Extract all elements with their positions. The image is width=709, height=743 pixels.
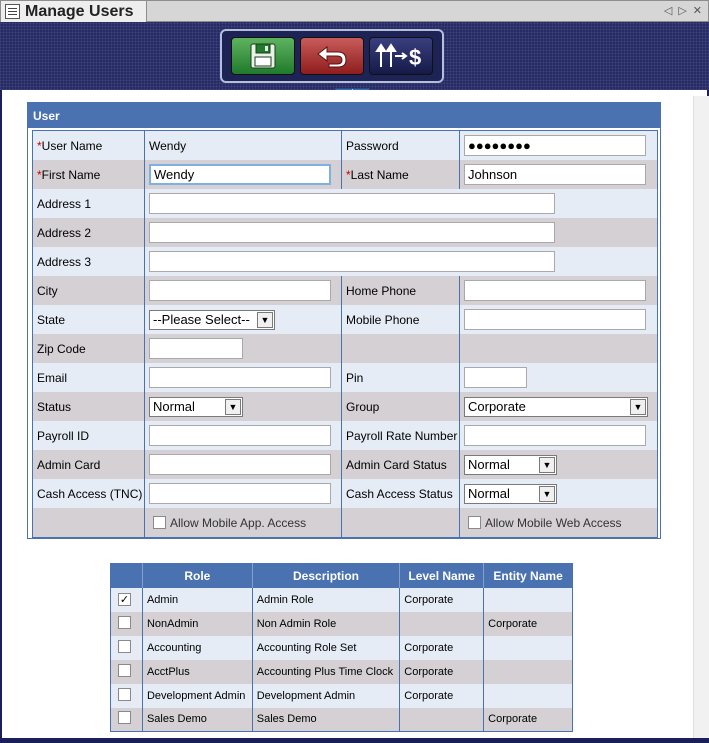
window-title: Manage Users — [25, 2, 134, 20]
address3-field[interactable] — [149, 251, 555, 272]
document-list-icon — [5, 4, 20, 19]
role-cell: Sales Demo — [142, 708, 252, 732]
roles-table — [110, 563, 573, 732]
role-cell: NonAdmin — [142, 612, 252, 636]
checkbox-box[interactable] — [468, 516, 481, 529]
city-label: City — [33, 276, 145, 305]
role-cell: Admin — [142, 588, 252, 612]
first-name-label: * First Name — [33, 160, 145, 189]
table-row — [111, 612, 573, 636]
form-row — [33, 508, 657, 537]
level-cell: Corporate — [400, 684, 484, 708]
mobile-phone-field[interactable] — [464, 309, 646, 330]
entity-cell: Corporate — [484, 708, 573, 732]
description-cell: Sales Demo — [252, 708, 400, 732]
floppy-disk-icon — [249, 42, 277, 70]
role-checkbox[interactable] — [118, 640, 131, 653]
undo-arrow-icon — [315, 43, 349, 69]
frame-left-border — [0, 90, 2, 740]
select-column-header — [111, 564, 143, 588]
allow-mobile-web-checkbox[interactable]: Allow Mobile Web Access — [468, 516, 622, 530]
form-row — [33, 450, 657, 479]
scroll-left-icon[interactable]: ◁ — [663, 5, 673, 17]
user-name-value: Wendy — [149, 138, 187, 153]
level-column-header: Level Name — [400, 564, 484, 588]
level-cell — [400, 612, 484, 636]
role-checkbox[interactable] — [118, 616, 131, 629]
allow-mobile-app-checkbox[interactable]: Allow Mobile App. Access — [153, 516, 306, 530]
admin-card-status-label: Admin Card Status — [342, 450, 460, 479]
vertical-scrollbar[interactable] — [693, 96, 709, 739]
last-name-label: * Last Name — [342, 160, 460, 189]
role-checkbox[interactable] — [118, 688, 131, 701]
payroll-transfer-icon — [373, 41, 429, 71]
window-tab[interactable] — [1, 1, 147, 22]
city-field[interactable] — [149, 280, 331, 301]
password-field[interactable] — [464, 135, 646, 156]
home-phone-field[interactable] — [464, 280, 646, 301]
level-cell: Corporate — [400, 636, 484, 660]
roles-header-row — [111, 564, 573, 588]
entity-cell — [484, 636, 573, 660]
user-panel-header: User — [28, 103, 660, 128]
form-row — [33, 363, 657, 392]
toolbar-band — [0, 22, 709, 90]
entity-column-header: Entity Name — [484, 564, 573, 588]
table-row — [111, 588, 573, 612]
description-cell: Accounting Role Set — [252, 636, 400, 660]
payroll-rate-field[interactable] — [464, 425, 646, 446]
form-row — [33, 276, 657, 305]
chevron-down-icon: ▼ — [257, 312, 273, 328]
description-cell: Admin Role — [252, 588, 400, 612]
entity-cell — [484, 660, 573, 684]
address3-label: Address 3 — [33, 247, 145, 276]
window-controls — [664, 4, 702, 17]
cash-access-label: Cash Access (TNC) — [33, 479, 145, 508]
payroll-rate-label: Payroll Rate Number — [342, 421, 460, 450]
role-column-header: Role — [142, 564, 252, 588]
chevron-down-icon: ▼ — [630, 399, 646, 415]
undo-button[interactable] — [300, 37, 364, 75]
status-label: Status — [33, 392, 145, 421]
payroll-button[interactable] — [369, 37, 433, 75]
save-button[interactable] — [231, 37, 295, 75]
role-cell: AcctPlus — [142, 660, 252, 684]
frame-bottom-border — [0, 738, 709, 743]
cash-access-status-select[interactable]: Normal ▼ — [464, 484, 557, 504]
form-row — [33, 160, 657, 189]
role-checkbox[interactable] — [118, 664, 131, 677]
admin-card-field[interactable] — [149, 454, 331, 475]
role-checkbox[interactable] — [118, 711, 131, 724]
chevron-down-icon: ▼ — [539, 486, 555, 502]
zip-code-field[interactable] — [149, 338, 243, 359]
role-cell: Development Admin — [142, 684, 252, 708]
table-row — [111, 708, 573, 732]
svg-text:$: $ — [409, 45, 422, 70]
description-cell: Accounting Plus Time Clock — [252, 660, 400, 684]
level-cell: Corporate — [400, 660, 484, 684]
table-row — [111, 636, 573, 660]
window-title-bar — [0, 0, 709, 22]
form-row — [33, 218, 657, 247]
address1-field[interactable] — [149, 193, 555, 214]
payroll-id-field[interactable] — [149, 425, 331, 446]
payroll-id-label: Payroll ID — [33, 421, 145, 450]
table-row — [111, 684, 573, 708]
chevron-down-icon: ▼ — [539, 457, 555, 473]
form-row — [33, 479, 657, 508]
form-row — [33, 131, 657, 160]
first-name-field[interactable] — [149, 164, 331, 185]
table-row — [111, 660, 573, 684]
close-icon[interactable]: ✕ — [692, 5, 702, 17]
last-name-field[interactable] — [464, 164, 646, 185]
description-column-header: Description — [252, 564, 400, 588]
form-row — [33, 392, 657, 421]
status-select[interactable]: Normal ▼ — [149, 397, 243, 417]
role-cell: Accounting — [142, 636, 252, 660]
scroll-right-icon[interactable]: ▷ — [678, 5, 687, 17]
group-select[interactable]: Corporate ▼ — [464, 397, 648, 417]
entity-cell — [484, 588, 573, 612]
address1-label: Address 1 — [33, 189, 145, 218]
entity-cell: Corporate — [484, 612, 573, 636]
level-cell: Corporate — [400, 588, 484, 612]
role-checkbox[interactable]: ✓ — [119, 594, 130, 606]
entity-cell — [484, 684, 573, 708]
chevron-down-icon: ▼ — [225, 399, 241, 415]
home-phone-label: Home Phone — [342, 276, 460, 305]
address2-field[interactable] — [149, 222, 555, 243]
form-row — [33, 189, 657, 218]
action-toolbar — [220, 29, 444, 83]
address2-label: Address 2 — [33, 218, 145, 247]
user-panel — [27, 102, 661, 539]
form-row — [33, 305, 657, 334]
user-form-grid — [32, 130, 658, 538]
cash-access-field[interactable] — [149, 483, 331, 504]
user-name-label: * User Name — [33, 131, 145, 160]
state-select[interactable]: --Please Select-- ▼ — [149, 310, 275, 330]
email-label: Email — [33, 363, 145, 392]
state-label: State — [33, 305, 145, 334]
pin-label: Pin — [342, 363, 460, 392]
description-cell: Development Admin — [252, 684, 400, 708]
pin-field[interactable] — [464, 367, 527, 388]
form-row — [33, 247, 657, 276]
level-cell — [400, 708, 484, 732]
checkbox-box[interactable] — [153, 516, 166, 529]
form-row — [33, 334, 657, 363]
admin-card-label: Admin Card — [33, 450, 145, 479]
email-field[interactable] — [149, 367, 331, 388]
zip-code-label: Zip Code — [33, 334, 145, 363]
mobile-phone-label: Mobile Phone — [342, 305, 460, 334]
description-cell: Non Admin Role — [252, 612, 400, 636]
cash-access-status-label: Cash Access Status — [342, 479, 460, 508]
group-label: Group — [342, 392, 460, 421]
form-row — [33, 421, 657, 450]
password-label: Password — [342, 131, 460, 160]
admin-card-status-select[interactable]: Normal ▼ — [464, 455, 557, 475]
